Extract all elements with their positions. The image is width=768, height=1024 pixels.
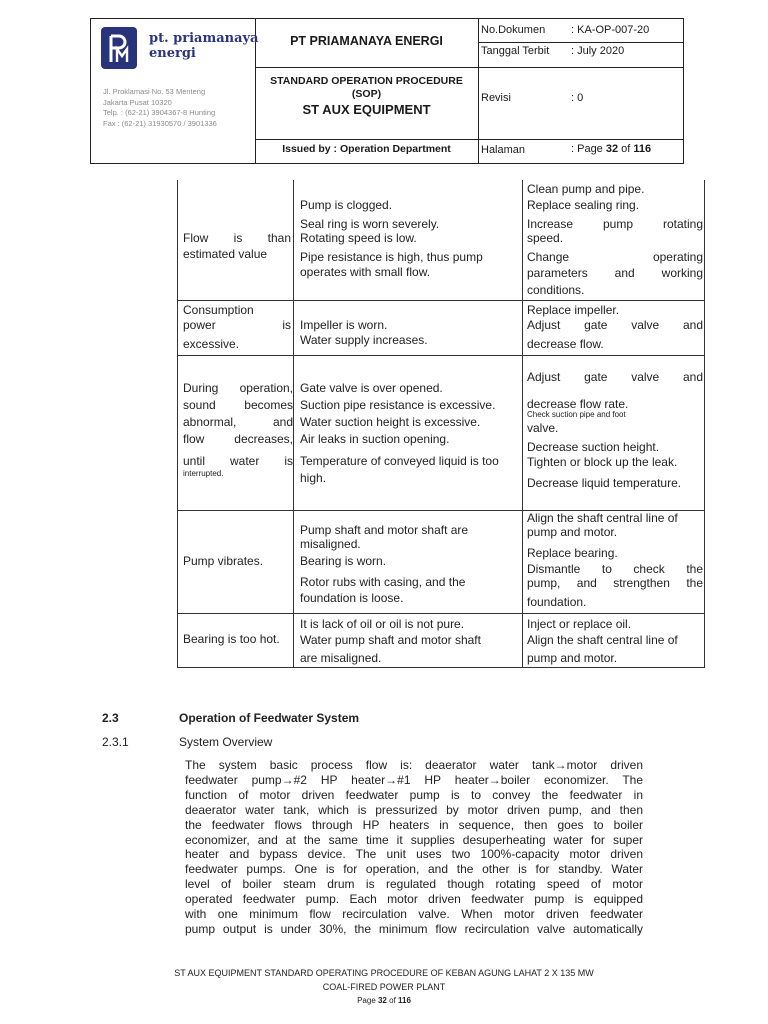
subsection-number: 2.3.1: [102, 735, 129, 749]
remedy-cell: Decrease liquid temperature.: [527, 476, 682, 490]
remedy-cell: Replace sealing ring.: [527, 198, 640, 212]
footer-page-number: Page 32 of 116: [357, 996, 411, 1005]
paragraph-line: with one minimum flow recirculation valve. When motor driven feedwater: [185, 907, 643, 922]
symptom-cell: abnormal, and: [183, 415, 293, 429]
remedy-cell: Check suction pipe and foot: [527, 410, 626, 419]
cause-cell: Pump is clogged.: [300, 198, 393, 212]
no-dokumen-label: No.Dokumen: [481, 24, 546, 36]
remedy-cell: pump and motor.: [527, 651, 618, 665]
sop-title: ST AUX EQUIPMENT: [302, 102, 431, 117]
symptom-cell: During operation,: [183, 381, 293, 395]
symptom-cell: until water is: [183, 454, 293, 468]
remedy-cell: speed.: [527, 231, 564, 245]
remedy-cell: valve.: [527, 421, 559, 435]
paragraph-line: economizer, and at the same time it supplies desuperheating water for super: [185, 832, 643, 847]
remedy-cell: parameters and working: [527, 266, 703, 280]
cause-cell: Pipe resistance is high, thus pump: [300, 250, 483, 264]
cause-cell: Gate valve is over opened.: [300, 381, 443, 395]
symptom-cell: Consumption: [183, 303, 254, 317]
paragraph-line: feedwater pumps. One is for operation, and the other is for standby. Water: [185, 862, 643, 877]
cause-cell: Water supply increases.: [300, 333, 428, 347]
sop-line1: STANDARD OPERATION PROCEDURE: [270, 75, 463, 87]
remedy-cell: Adjust gate valve and: [527, 318, 703, 332]
paragraph-line: pump output is under 30%, the minimum flow recirculation valve automatically: [185, 921, 643, 936]
paragraph-line: level of boiler steam drum is regulated though rotating speed of motor: [185, 877, 643, 892]
symptom-cell: power is: [183, 318, 291, 332]
cause-cell: Temperature of conveyed liquid is too: [300, 454, 499, 468]
section-title: Operation of Feedwater System: [179, 711, 360, 725]
remedy-cell: Replace bearing.: [527, 546, 618, 560]
document-header: [90, 18, 684, 164]
remedy-cell: Align the shaft central line of: [527, 511, 678, 525]
paragraph-line: feedwater pump→#2 HP heater→#1 HP heater→boiler economizer. The: [185, 772, 643, 787]
issued-by: Issued by : Operation Department: [282, 143, 451, 155]
footer-title-line1: ST AUX EQUIPMENT STANDARD OPERATING PROCEDURE OF KEBAN AGUNG LAHAT 2 X 135 MW: [174, 968, 594, 978]
symptom-cell: excessive.: [183, 337, 240, 351]
paragraph-line: operated feedwater pump. Each motor driven feedwater pump is equipped: [185, 892, 643, 907]
cause-cell: Bearing is worn.: [300, 554, 387, 568]
company-logo: [101, 27, 137, 69]
remedy-cell: Replace impeller.: [527, 303, 620, 317]
paragraph-line: function of motor driven feedwater pump is to convey the feedwater in: [185, 787, 643, 802]
system-overview-paragraph: [185, 758, 643, 937]
cause-cell: misaligned.: [300, 537, 361, 551]
sop-line2: (SOP): [351, 88, 382, 100]
cause-cell: foundation is loose.: [300, 591, 404, 605]
cause-cell: Pump shaft and motor shaft are: [300, 523, 469, 537]
remedy-cell: conditions.: [527, 283, 585, 297]
symptom-cell: estimated value: [183, 247, 268, 261]
tanggal-value: : July 2020: [571, 45, 625, 57]
paragraph-line: the feedwater flows through HP heaters in sequence, then goes to boiler: [185, 817, 643, 832]
troubleshooting-table: [177, 180, 705, 668]
section-number: 2.3: [102, 711, 119, 725]
remedy-cell: foundation.: [527, 595, 587, 609]
cause-cell: Suction pipe resistance is excessive.: [300, 398, 496, 412]
remedy-cell: Tighten or block up the leak.: [527, 455, 678, 469]
symptom-cell: Flow is than: [183, 231, 291, 245]
remedy-cell: Dismantle to check the: [527, 562, 703, 576]
remedy-cell: Clean pump and pipe.: [527, 182, 645, 196]
cause-cell: are misaligned.: [300, 651, 382, 665]
symptom-cell: Pump vibrates.: [183, 554, 264, 568]
symptom-cell: Bearing is too hot.: [183, 632, 280, 646]
cause-cell: Air leaks in suction opening.: [300, 432, 450, 446]
symptom-cell: flow decreases,: [183, 432, 293, 446]
revisi-label: Revisi: [481, 92, 511, 104]
revisi-value: : 0: [571, 92, 584, 104]
remedy-cell: decrease flow rate.: [527, 397, 629, 411]
cause-cell: Water pump shaft and motor shaft: [300, 633, 481, 647]
symptom-cell: sound becomes: [183, 398, 293, 412]
remedy-cell: Align the shaft central line of: [527, 633, 678, 647]
paragraph-line: The system basic process flow is: deaerator water tank→motor driven: [185, 758, 643, 772]
no-dokumen-value: : KA-OP-007-20: [571, 24, 650, 36]
company-address: Jl. Proklamasi No. 53 Menteng Jakarta Pusat 10320 Telp. : (62-21) 3904367-8 Hunting Fax : (62-21) 31930570 / 3901336: [103, 87, 217, 128]
cause-cell: operates with small flow.: [300, 265, 431, 279]
remedy-cell: Increase pump rotating: [527, 217, 703, 231]
cause-cell: It is lack of oil or oil is not pure.: [300, 617, 465, 631]
halaman-label: Halaman: [481, 144, 526, 156]
cause-cell: Impeller is worn.: [300, 318, 388, 332]
cause-cell: Seal ring is worn severely.: [300, 217, 440, 231]
tanggal-label: Tanggal Terbit: [481, 45, 550, 57]
halaman-value: : Page 32 of 116: [571, 143, 652, 155]
cause-cell: Rotor rubs with casing, and the: [300, 575, 466, 589]
remedy-cell: decrease flow.: [527, 337, 604, 351]
company-name: pt. priamanaya energi: [149, 31, 259, 61]
remedy-cell: pump and motor.: [527, 525, 618, 539]
symptom-cell: interrupted.: [183, 469, 224, 478]
remedy-cell: Inject or replace oil.: [527, 617, 632, 631]
remedy-cell: Adjust gate valve and: [527, 370, 703, 384]
remedy-cell: Decrease suction height.: [527, 440, 660, 454]
remedy-cell: Change operating: [527, 250, 703, 264]
remedy-cell: pump, and strengthen the: [527, 576, 703, 590]
cause-cell: Water suction height is excessive.: [300, 415, 481, 429]
paragraph-line: deaerator water tank, which is pressurized by motor driven pump, and then: [185, 802, 643, 817]
cause-cell: high.: [300, 471, 327, 485]
subsection-title: System Overview: [179, 735, 273, 749]
footer-title-line2: COAL-FIRED POWER PLANT: [322, 982, 446, 992]
paragraph-line: heater and bypass device. The unit uses two 100%-capacity motor driven: [185, 847, 643, 862]
cause-cell: Rotating speed is low.: [300, 231, 417, 245]
company-title: PT PRIAMANAYA ENERGI: [290, 34, 443, 48]
